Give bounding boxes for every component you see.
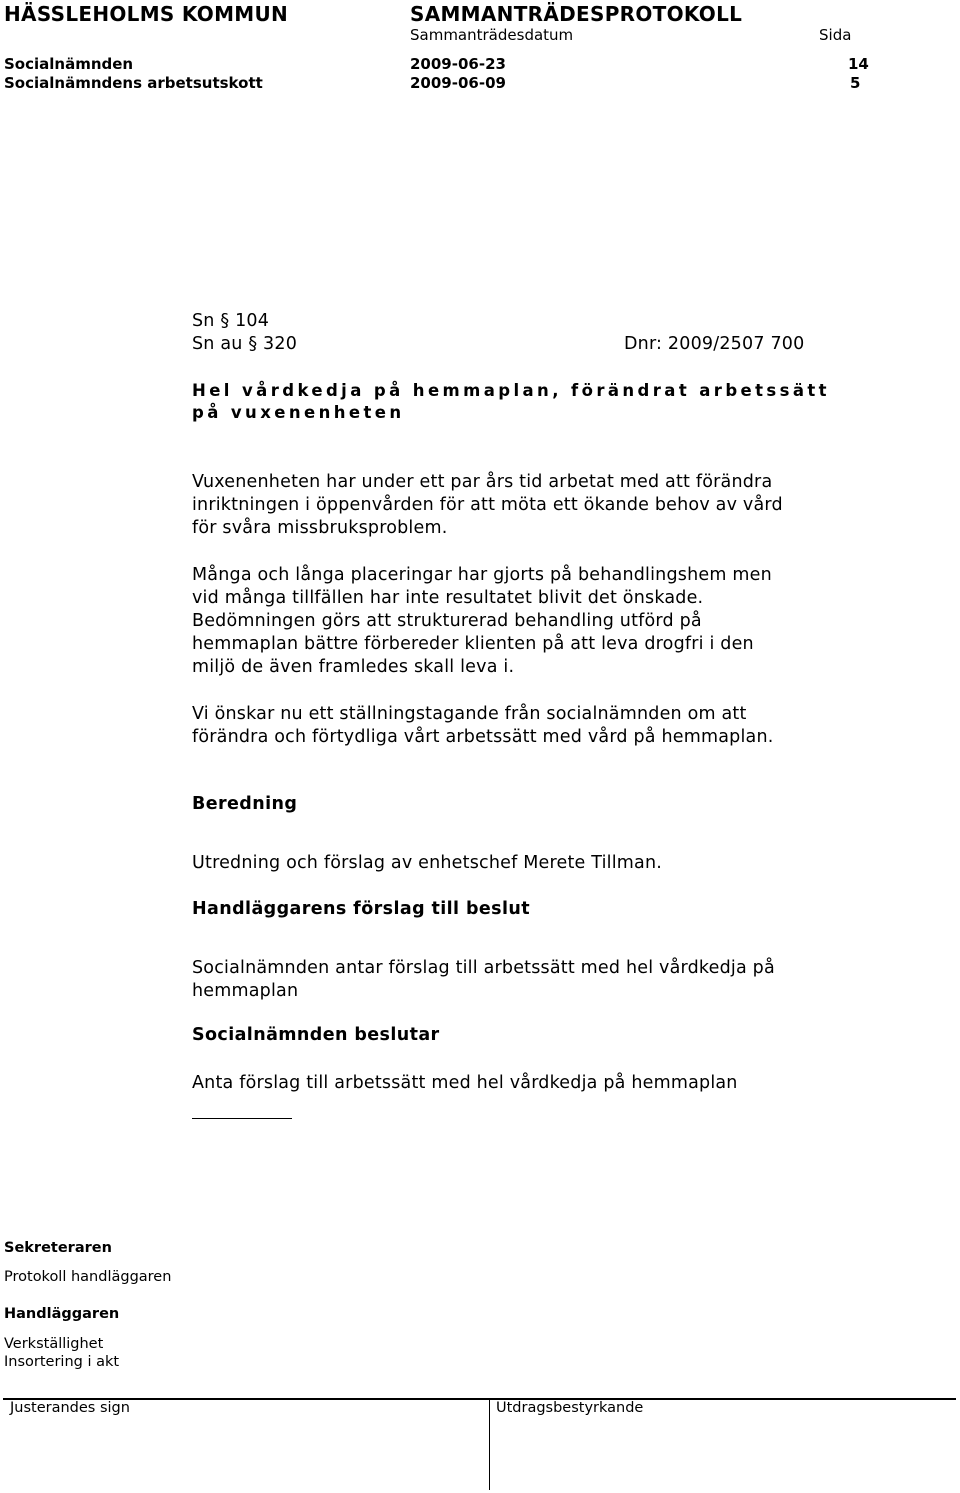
decision-heading: Socialnämnden beslutar — [192, 1025, 440, 1045]
proposal-heading: Handläggarens förslag till beslut — [192, 899, 530, 919]
case-title — [192, 380, 892, 424]
snau-paragraph-ref: Sn au § 320 — [192, 334, 298, 354]
adjuster-signature-label: Justerandes sign — [10, 1400, 130, 1416]
text-line: Vi önskar nu ett ställningstagande från socialnämnden om att — [192, 704, 747, 724]
signature-box — [3, 1398, 956, 1492]
date-label: Sammanträdesdatum — [410, 26, 574, 44]
beredning-heading: Beredning — [192, 794, 298, 814]
meeting-date: 2009-06-09 — [410, 74, 506, 92]
text-line: miljö de även framledes skall leva i. — [192, 657, 515, 677]
decision-text: Anta förslag till arbetssätt med hel vårdkedja på hemmaplan — [192, 1073, 738, 1093]
page-number: 5 — [850, 74, 861, 92]
signature-box-divider — [489, 1398, 490, 1490]
document-type: SAMMANTRÄDESPROTOKOLL — [410, 2, 743, 26]
paragraph-request — [192, 703, 892, 749]
paragraph-assessment — [192, 564, 892, 679]
diary-number: Dnr: 2009/2507 700 — [624, 334, 805, 354]
case-title-line: på vuxenenheten — [192, 403, 405, 422]
text-line: Många och långa placeringar har gjorts på behandlingshem men — [192, 565, 772, 585]
handler-label: Handläggaren — [4, 1306, 120, 1322]
text-line: för svåra missbruksproblem. — [192, 518, 448, 538]
text-line: förändra och förtydliga vårt arbetssätt med vård på hemmaplan. — [192, 727, 774, 747]
paragraph-background — [192, 471, 892, 540]
meeting-body: Socialnämnden — [4, 55, 134, 73]
extract-certification-label: Utdragsbestyrkande — [496, 1400, 644, 1416]
secretary-label: Sekreteraren — [4, 1240, 112, 1256]
text-line: Vuxenenheten har under ett par års tid arbetat med att förändra — [192, 472, 773, 492]
protocol-handler-label: Protokoll handläggaren — [4, 1269, 172, 1285]
filing-label: Insortering i akt — [4, 1354, 120, 1370]
case-title-line: Hel vårdkedja på hemmaplan, förändrat arbetssätt — [192, 381, 830, 400]
municipality-name: HÄSSLEHOLMS KOMMUN — [4, 2, 289, 26]
text-line: hemmaplan — [192, 981, 299, 1001]
sn-paragraph-ref: Sn § 104 — [192, 311, 270, 331]
text-line: inriktningen i öppenvården för att möta ett ökande behov av vård — [192, 495, 783, 515]
text-line: Socialnämnden antar förslag till arbetssätt med hel vårdkedja på — [192, 958, 775, 978]
meeting-date: 2009-06-23 — [410, 55, 506, 73]
page-label: Sida — [819, 26, 852, 44]
proposal-text — [192, 957, 892, 1003]
text-line: hemmaplan bättre förbereder klienten på att leva drogfri i den — [192, 634, 754, 654]
page-number: 14 — [848, 55, 869, 73]
text-line: vid många tillfällen har inte resultatet blivit det önskade. — [192, 588, 704, 608]
beredning-text: Utredning och förslag av enhetschef Merete Tillman. — [192, 853, 663, 873]
end-rule — [192, 1118, 292, 1119]
text-line: Bedömningen görs att strukturerad behandling utförd på — [192, 611, 702, 631]
execution-label: Verkställighet — [4, 1336, 104, 1352]
meeting-body: Socialnämndens arbetsutskott — [4, 74, 263, 92]
